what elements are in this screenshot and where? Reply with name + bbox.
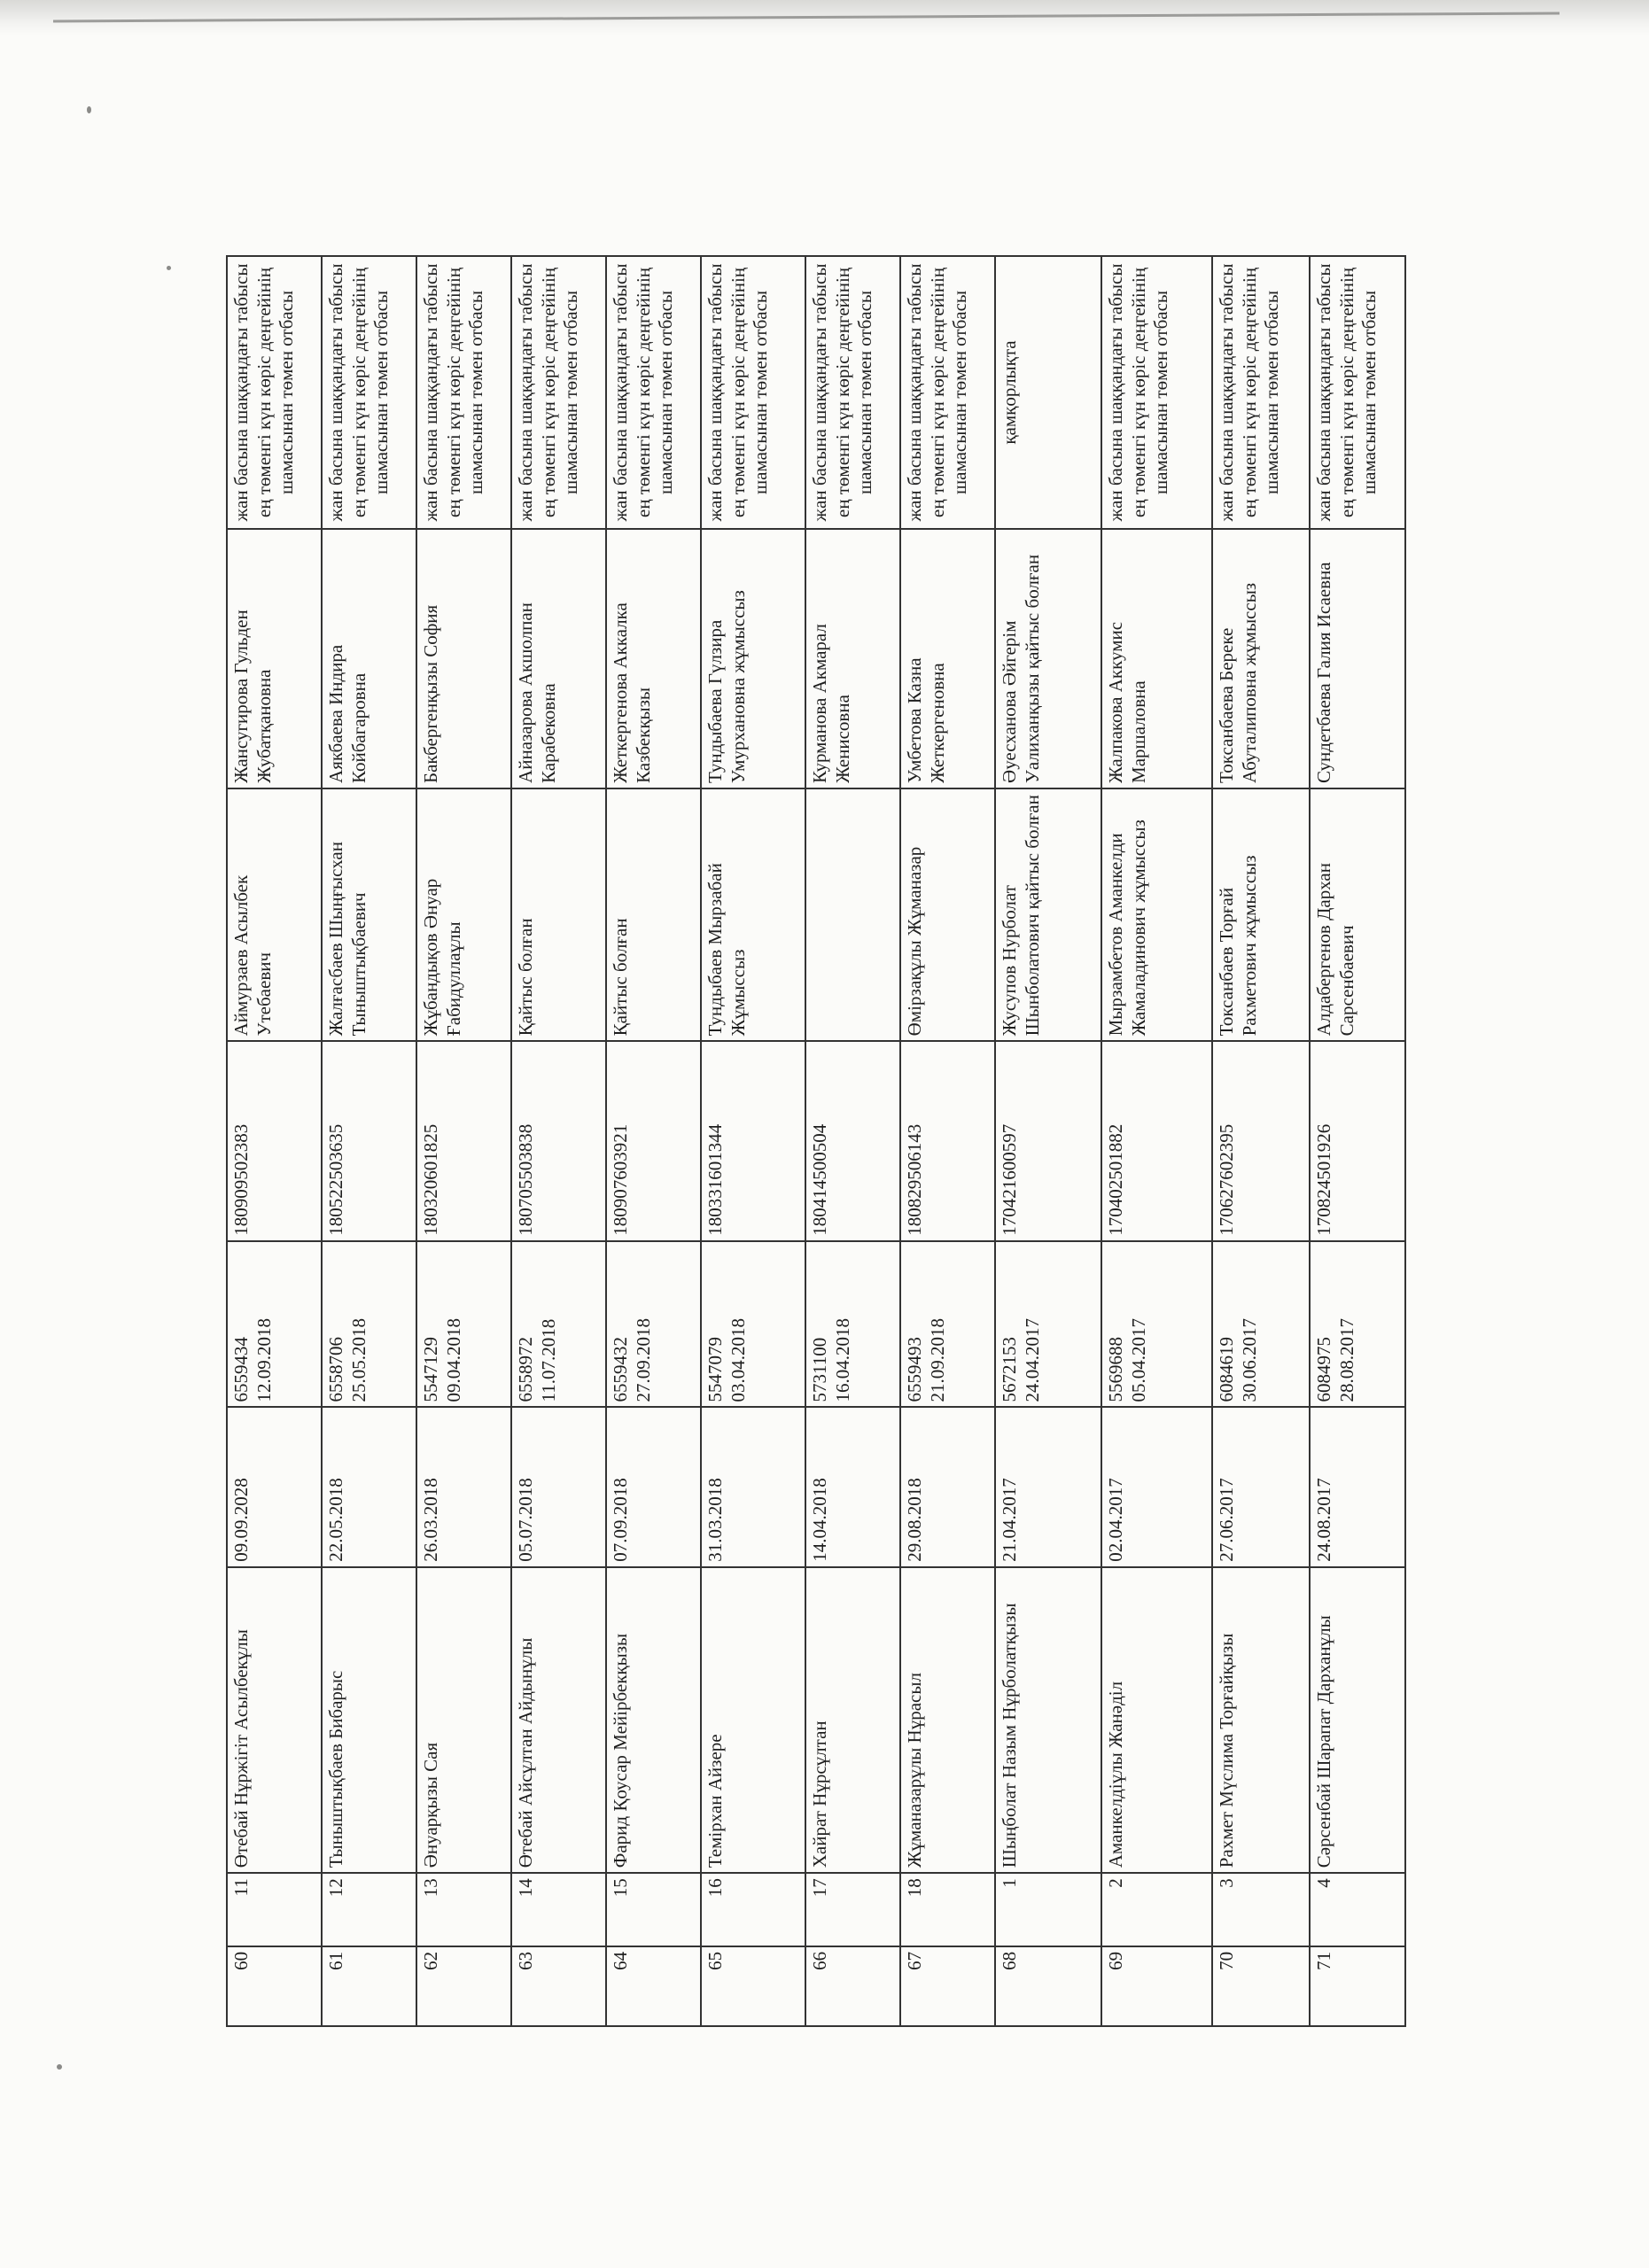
row-number-cell: 67 — [900, 1946, 995, 2026]
table-row — [1101, 256, 1212, 2026]
sub-number-cell: 4 — [1310, 1873, 1405, 1946]
scan-speck — [87, 106, 91, 113]
iin-cell: 170824501926 — [1310, 1041, 1405, 1240]
birth-date-cell: 09.09.2028 — [227, 1407, 322, 1566]
rotated-page — [226, 255, 1404, 2027]
certificate-cell: 6084975 28.08.2017 — [1310, 1241, 1405, 1408]
status-cell: жан басына шаққандағы табысы ең төменгі күн көріс деңгейінің шамасынан төмен отбасы — [1212, 256, 1310, 529]
row-number-cell: 62 — [416, 1946, 511, 2026]
child-name-cell: Фарид Қоусар Мейірбекқызы — [606, 1567, 701, 1874]
child-name-cell: Темірхан Айзере — [701, 1567, 805, 1874]
child-name-cell: Тыныштықбаев Бибарыс — [322, 1567, 416, 1874]
certificate-cell: 6559493 21.09.2018 — [900, 1241, 995, 1408]
mother-cell: Сундетбаева Галия Исаевна — [1310, 529, 1405, 788]
birth-date-cell: 21.04.2017 — [995, 1407, 1101, 1566]
birth-date-cell: 02.04.2017 — [1101, 1407, 1212, 1566]
mother-cell: Жалпакова Аккумис Маршаловна — [1101, 529, 1212, 788]
table-row — [805, 256, 900, 2026]
iin-cell: 180907603921 — [606, 1041, 701, 1240]
status-cell: жан басына шаққандағы табысы ең төменгі күн көріс деңгейінің шамасынан төмен отбасы — [900, 256, 995, 529]
iin-cell: 170627602395 — [1212, 1041, 1310, 1240]
row-number-cell: 66 — [805, 1946, 900, 2026]
sub-number-cell: 11 — [227, 1873, 322, 1946]
table-row — [1310, 256, 1405, 2026]
mother-cell: Токсанбаева Береке Абуталиповна жұмыссыз — [1212, 529, 1310, 788]
mother-cell: Жеткергенова Аккалка Казбекқызы — [606, 529, 701, 788]
sub-number-cell: 3 — [1212, 1873, 1310, 1946]
register-body — [227, 256, 1405, 2026]
mother-cell: Курманова Акмарал Женисовна — [805, 529, 900, 788]
father-cell: Алдабергенов Дархан Сарсенбаевич — [1310, 788, 1405, 1041]
birth-date-cell: 27.06.2017 — [1212, 1407, 1310, 1566]
iin-cell: 180331601344 — [701, 1041, 805, 1240]
mother-cell: Аякбаева Индира Койбагаровна — [322, 529, 416, 788]
row-number-cell: 65 — [701, 1946, 805, 2026]
sub-number-cell: 12 — [322, 1873, 416, 1946]
sub-number-cell: 16 — [701, 1873, 805, 1946]
birth-date-cell: 31.03.2018 — [701, 1407, 805, 1566]
father-cell: Мырзамбетов Аманкелди Жамаладинович жұмыссыз — [1101, 788, 1212, 1041]
certificate-cell: 5547079 03.04.2018 — [701, 1241, 805, 1408]
table-row — [511, 256, 606, 2026]
mother-cell: Жансугирова Гульден Жубатқановна — [227, 529, 322, 788]
child-name-cell: Өтебай Айсұлтан Айдынұлы — [511, 1567, 606, 1874]
birth-date-cell: 22.05.2018 — [322, 1407, 416, 1566]
child-name-cell: Өтебай Нұржігіт Асылбекұлы — [227, 1567, 322, 1874]
sub-number-cell: 1 — [995, 1873, 1101, 1946]
child-name-cell: Әнуарқызы Сая — [416, 1567, 511, 1874]
table-row — [416, 256, 511, 2026]
certificate-cell: 5731100 16.04.2018 — [805, 1241, 900, 1408]
iin-cell: 170402501882 — [1101, 1041, 1212, 1240]
status-cell: жан басына шаққандағы табысы ең төменгі күн көріс деңгейінің шамасынан төмен отбасы — [805, 256, 900, 529]
table-row — [995, 256, 1101, 2026]
scan-speck — [57, 2064, 62, 2070]
row-number-cell: 61 — [322, 1946, 416, 2026]
table-row — [606, 256, 701, 2026]
certificate-cell: 5672153 24.04.2017 — [995, 1241, 1101, 1408]
birth-date-cell: 26.03.2018 — [416, 1407, 511, 1566]
certificate-cell: 6558972 11.07.2018 — [511, 1241, 606, 1408]
status-cell: жан басына шаққандағы табысы ең төменгі күн көріс деңгейінің шамасынан төмен отбасы — [416, 256, 511, 529]
certificate-cell: 6559434 12.09.2018 — [227, 1241, 322, 1408]
birth-date-cell: 05.07.2018 — [511, 1407, 606, 1566]
row-number-cell: 69 — [1101, 1946, 1212, 2026]
status-cell: жан басына шаққандағы табысы ең төменгі күн көріс деңгейінің шамасынан төмен отбасы — [322, 256, 416, 529]
mother-cell: Айназарова Акшолпан Карабековна — [511, 529, 606, 788]
status-cell: қамқорлықта — [995, 256, 1101, 529]
row-number-cell: 70 — [1212, 1946, 1310, 2026]
child-name-cell: Рахмет Мүслима Торғайқызы — [1212, 1567, 1310, 1874]
father-cell: Өмірзақұлы Жұманазар — [900, 788, 995, 1041]
father-cell: Аймурзаев Асылбек Утебаевич — [227, 788, 322, 1041]
iin-cell: 180909502383 — [227, 1041, 322, 1240]
table-row — [227, 256, 322, 2026]
child-name-cell: Хайрат Нұрсұлтан — [805, 1567, 900, 1874]
certificate-cell: 6559432 27.09.2018 — [606, 1241, 701, 1408]
child-name-cell: Аманкелдіұлы Жанәділ — [1101, 1567, 1212, 1874]
table-row — [900, 256, 995, 2026]
sub-number-cell: 2 — [1101, 1873, 1212, 1946]
certificate-cell: 5547129 09.04.2018 — [416, 1241, 511, 1408]
sub-number-cell: 15 — [606, 1873, 701, 1946]
father-cell: Токсанбаев Торғай Рахметович жұмыссыз — [1212, 788, 1310, 1041]
child-name-cell: Сәрсенбай Шарапат Дарханұлы — [1310, 1567, 1405, 1874]
status-cell: жан басына шаққандағы табысы ең төменгі күн көріс деңгейінің шамасынан төмен отбасы — [1310, 256, 1405, 529]
iin-cell: 180705503838 — [511, 1041, 606, 1240]
mother-cell: Әуесханова Әйгерім Уалиханқызы қайтыс болған — [995, 529, 1101, 788]
iin-cell: 180414500504 — [805, 1041, 900, 1240]
child-name-cell: Жұманазарұлы Нұрасыл — [900, 1567, 995, 1874]
sub-number-cell: 18 — [900, 1873, 995, 1946]
certificate-cell: 6558706 25.05.2018 — [322, 1241, 416, 1408]
row-number-cell: 63 — [511, 1946, 606, 2026]
table-row — [701, 256, 805, 2026]
iin-cell: 170421600597 — [995, 1041, 1101, 1240]
status-cell: жан басына шаққандағы табысы ең төменгі күн көріс деңгейінің шамасынан төмен отбасы — [227, 256, 322, 529]
father-cell: Қайтыс болған — [606, 788, 701, 1041]
status-cell: жан басына шаққандағы табысы ең төменгі күн көріс деңгейінің шамасынан төмен отбасы — [1101, 256, 1212, 529]
mother-cell: Тундыбаева Гүлзира Умурхановна жұмыссыз — [701, 529, 805, 788]
row-number-cell: 64 — [606, 1946, 701, 2026]
row-number-cell: 60 — [227, 1946, 322, 2026]
status-cell: жан басына шаққандағы табысы ең төменгі күн көріс деңгейінің шамасынан төмен отбасы — [511, 256, 606, 529]
iin-cell: 180829506143 — [900, 1041, 995, 1240]
father-cell — [805, 788, 900, 1041]
father-cell: Қайтыс болған — [511, 788, 606, 1041]
birth-date-cell: 07.09.2018 — [606, 1407, 701, 1566]
birth-date-cell: 29.08.2018 — [900, 1407, 995, 1566]
status-cell: жан басына шаққандағы табысы ең төменгі күн көріс деңгейінің шамасынан төмен отбасы — [606, 256, 701, 529]
birth-date-cell: 24.08.2017 — [1310, 1407, 1405, 1566]
row-number-cell: 71 — [1310, 1946, 1405, 2026]
child-name-cell: Шыңболат Назым Нұрболатқызы — [995, 1567, 1101, 1874]
table-row — [1212, 256, 1310, 2026]
status-cell: жан басына шаққандағы табысы ең төменгі күн көріс деңгейінің шамасынан төмен отбасы — [701, 256, 805, 529]
certificate-cell: 5569688 05.04.2017 — [1101, 1241, 1212, 1408]
row-number-cell: 68 — [995, 1946, 1101, 2026]
father-cell: Жұбандықов Әнуар Ғабидуллаұлы — [416, 788, 511, 1041]
father-cell: Жалғасбаев Шыңғысхан Тыныштықбаевич — [322, 788, 416, 1041]
mother-cell: Умбетова Казна Жеткергеновна — [900, 529, 995, 788]
register-table — [226, 255, 1406, 2027]
sub-number-cell: 13 — [416, 1873, 511, 1946]
birth-date-cell: 14.04.2018 — [805, 1407, 900, 1566]
iin-cell: 180522503635 — [322, 1041, 416, 1240]
sub-number-cell: 17 — [805, 1873, 900, 1946]
father-cell: Тундыбаев Мырзабай Жұмыссыз — [701, 788, 805, 1041]
iin-cell: 180320601825 — [416, 1041, 511, 1240]
father-cell: Жусупов Нурболат Шынболатович қайтыс болған — [995, 788, 1101, 1041]
certificate-cell: 6084619 30.06.2017 — [1212, 1241, 1310, 1408]
table-row — [322, 256, 416, 2026]
mother-cell: Бакбергенқызы София — [416, 529, 511, 788]
sub-number-cell: 14 — [511, 1873, 606, 1946]
scan-speck — [167, 266, 171, 270]
